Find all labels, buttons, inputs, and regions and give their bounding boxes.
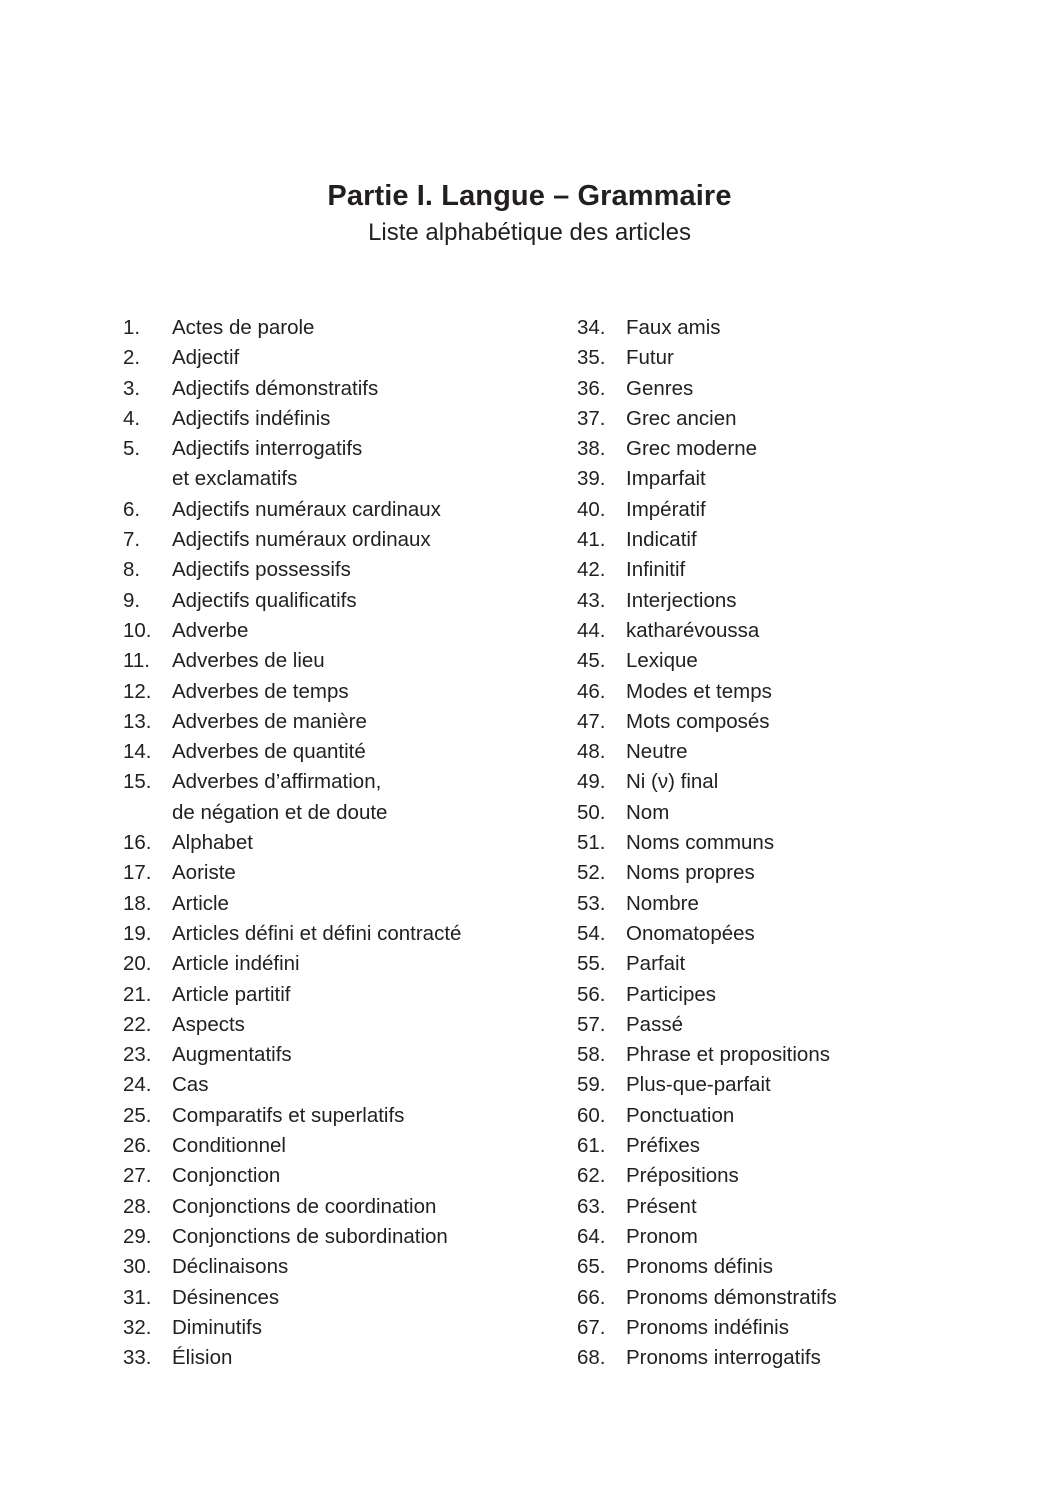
list-item [123, 980, 543, 1010]
list-item [123, 404, 543, 434]
item-number: 23. [123, 1043, 152, 1067]
item-number: 20. [123, 952, 152, 976]
item-number: 50. [577, 800, 606, 824]
item-label-line: Grec moderne [626, 437, 758, 461]
item-number: 48. [577, 740, 606, 764]
item-number: 58. [577, 1043, 606, 1067]
item-label-line: et exclamatifs [172, 467, 298, 491]
list-item [577, 1010, 1017, 1040]
item-number: 55. [577, 952, 606, 976]
list-item [123, 707, 543, 737]
list-item [123, 1283, 543, 1313]
list-item [577, 919, 1017, 949]
item-label-line: Adverbe [172, 618, 249, 642]
item-number: 63. [577, 1194, 606, 1218]
item-label-line: Neutre [626, 740, 688, 764]
item-label [626, 707, 770, 737]
item-number: 5. [123, 437, 141, 461]
item-label-line: Nom [626, 800, 670, 824]
list-item [123, 858, 543, 888]
item-label-line: katharévoussa [626, 618, 760, 642]
article-list-left-column [123, 313, 543, 1373]
item-number: 14. [123, 740, 152, 764]
item-label [172, 1222, 448, 1252]
item-number: 7. [123, 528, 141, 552]
list-item [577, 525, 1017, 555]
list-item [577, 1192, 1017, 1222]
item-number: 9. [123, 588, 141, 612]
item-label [626, 1010, 683, 1040]
item-label-line: Désinences [172, 1285, 280, 1309]
list-item [123, 1222, 543, 1252]
list-item [577, 737, 1017, 767]
item-label [626, 949, 685, 979]
item-label-line: Onomatopées [626, 921, 755, 945]
item-label-line: Comparatifs et superlatifs [172, 1103, 405, 1127]
list-item [123, 586, 543, 616]
item-number: 32. [123, 1315, 152, 1339]
list-item [577, 464, 1017, 494]
item-label-line: Adverbes de temps [172, 679, 349, 703]
list-item [577, 1161, 1017, 1191]
item-number: 25. [123, 1103, 152, 1127]
item-label [626, 616, 759, 646]
item-label [172, 707, 367, 737]
item-label-line: Pronom [626, 1224, 698, 1248]
item-label-line: Adjectifs démonstratifs [172, 376, 379, 400]
item-label [626, 980, 716, 1010]
list-item [123, 1252, 543, 1282]
item-number: 57. [577, 1012, 606, 1036]
item-number: 66. [577, 1285, 606, 1309]
list-item [123, 555, 543, 585]
list-item [123, 737, 543, 767]
item-label-line: Interjections [626, 588, 737, 612]
item-label [172, 1313, 262, 1343]
item-label-line: Augmentatifs [172, 1043, 292, 1067]
item-label [172, 1161, 280, 1191]
list-item [577, 646, 1017, 676]
item-number: 53. [577, 891, 606, 915]
item-number: 60. [577, 1103, 606, 1127]
item-number: 10. [123, 618, 152, 642]
item-number: 15. [123, 770, 152, 794]
item-label-line: Préfixes [626, 1134, 701, 1158]
item-label-line: Mots composés [626, 709, 770, 733]
list-item [123, 828, 543, 858]
item-number: 61. [577, 1134, 606, 1158]
item-label-line: Adjectifs interrogatifs [172, 437, 363, 461]
list-item [123, 1040, 543, 1070]
list-item [123, 677, 543, 707]
item-label [172, 767, 387, 828]
item-number: 46. [577, 679, 606, 703]
item-number: 26. [123, 1134, 152, 1158]
item-label [172, 1040, 292, 1070]
item-label [172, 1131, 286, 1161]
item-label-line: Aoriste [172, 861, 236, 885]
page-header [0, 176, 1059, 250]
list-item [577, 1070, 1017, 1100]
item-label [626, 313, 721, 343]
item-label [172, 586, 357, 616]
item-label [172, 737, 366, 767]
item-number: 39. [577, 467, 606, 491]
item-label [626, 525, 697, 555]
item-label-line: Adjectifs numéraux cardinaux [172, 497, 441, 521]
item-label [626, 1040, 830, 1070]
list-item [123, 1192, 543, 1222]
article-list-right-column [577, 313, 1017, 1373]
list-item [577, 1040, 1017, 1070]
list-item [577, 313, 1017, 343]
item-label [626, 404, 737, 434]
item-label [626, 1192, 697, 1222]
item-label-line: Pronoms démonstratifs [626, 1285, 837, 1309]
item-label [172, 313, 314, 343]
item-label-line: Article indéfini [172, 952, 300, 976]
item-label [626, 798, 669, 828]
item-label [626, 1131, 700, 1161]
item-label-line: Conjonction [172, 1164, 281, 1188]
item-number: 49. [577, 770, 606, 794]
item-label-line: Élision [172, 1346, 233, 1370]
item-label-line: Impératif [626, 497, 706, 521]
item-label-line: Actes de parole [172, 316, 315, 339]
list-item [577, 798, 1017, 828]
item-label [626, 1313, 789, 1343]
list-item [577, 677, 1017, 707]
item-label-line: Participes [626, 982, 717, 1006]
item-label [626, 586, 737, 616]
item-label-line: Articles défini et défini contracté [172, 921, 462, 945]
list-item [123, 1010, 543, 1040]
item-number: 13. [123, 709, 152, 733]
item-label-line: Adjectifs indéfinis [172, 406, 331, 430]
item-label-line: Phrase et propositions [626, 1043, 830, 1067]
list-item [577, 1343, 1017, 1373]
item-number: 29. [123, 1224, 152, 1248]
list-item [577, 343, 1017, 373]
item-label [626, 1283, 837, 1313]
item-number: 31. [123, 1285, 152, 1309]
list-item [123, 343, 543, 373]
list-item [577, 889, 1017, 919]
item-label-line: Aspects [172, 1012, 245, 1036]
item-number: 36. [577, 376, 606, 400]
item-label [172, 1192, 436, 1222]
item-label [626, 1252, 773, 1282]
item-label [626, 374, 693, 404]
item-number: 35. [577, 346, 606, 370]
item-label-line: Indicatif [626, 528, 697, 552]
item-label-line: Noms communs [626, 831, 775, 855]
item-label-line: Lexique [626, 649, 698, 673]
item-label-line: Adverbes de quantité [172, 740, 366, 764]
item-label [172, 828, 253, 858]
item-label-line: Futur [626, 346, 674, 370]
list-item [577, 1131, 1017, 1161]
list-item [577, 555, 1017, 585]
item-number: 21. [123, 982, 152, 1006]
list-item [123, 767, 543, 828]
item-label [172, 525, 431, 555]
item-label [172, 677, 349, 707]
list-item [123, 1161, 543, 1191]
item-label-line: Diminutifs [172, 1315, 262, 1339]
list-item [577, 1101, 1017, 1131]
item-label-line: Nombre [626, 891, 699, 915]
list-item [123, 434, 543, 495]
item-number: 17. [123, 861, 152, 885]
item-number: 40. [577, 497, 606, 521]
item-label [626, 1222, 698, 1252]
item-number: 62. [577, 1164, 606, 1188]
list-item [577, 1283, 1017, 1313]
item-label [172, 1070, 208, 1100]
item-label [626, 464, 706, 494]
item-label [626, 434, 757, 464]
item-label [626, 646, 698, 676]
list-item [123, 1343, 543, 1373]
item-number: 2. [123, 346, 141, 370]
list-item [123, 646, 543, 676]
item-number: 47. [577, 709, 606, 733]
item-label [626, 858, 755, 888]
list-item [577, 616, 1017, 646]
item-label-line: Passé [626, 1012, 683, 1036]
list-item [577, 949, 1017, 979]
item-number: 11. [123, 649, 150, 673]
item-number: 59. [577, 1073, 606, 1097]
item-label [626, 677, 772, 707]
item-label [172, 343, 239, 373]
item-label-line: Plus-que-parfait [626, 1073, 771, 1097]
page-title: Partie I. Langue – Grammaire [327, 180, 732, 212]
list-item [577, 707, 1017, 737]
item-label [172, 646, 325, 676]
item-number: 4. [123, 406, 141, 430]
list-item [577, 1222, 1017, 1252]
list-item [123, 919, 543, 949]
item-label-line: de négation et de doute [172, 800, 388, 824]
list-item [123, 1101, 543, 1131]
item-label [172, 1252, 288, 1282]
list-item [123, 1131, 543, 1161]
item-number: 8. [123, 558, 141, 582]
item-number: 38. [577, 437, 606, 461]
item-label-line: Adjectifs numéraux ordinaux [172, 528, 431, 552]
item-label [626, 828, 774, 858]
item-number: 3. [123, 376, 141, 400]
item-label [172, 1343, 232, 1373]
item-number: 37. [577, 406, 606, 430]
item-label-line: Genres [626, 376, 694, 400]
list-item [123, 525, 543, 555]
item-number: 28. [123, 1194, 152, 1218]
item-label-line: Adjectif [172, 346, 240, 370]
item-label [172, 404, 330, 434]
item-label [172, 1010, 245, 1040]
list-item [123, 1070, 543, 1100]
item-label-line: Pronoms interrogatifs [626, 1346, 821, 1370]
item-label [172, 616, 248, 646]
item-label-line: Présent [626, 1194, 697, 1218]
item-label [626, 1101, 734, 1131]
item-label-line: Adverbes de lieu [172, 649, 325, 673]
item-label [626, 889, 699, 919]
item-label-line: Adjectifs qualificatifs [172, 588, 357, 612]
item-label [626, 919, 755, 949]
list-item [123, 495, 543, 525]
item-number: 64. [577, 1224, 606, 1248]
item-label-line: Infinitif [626, 558, 686, 582]
list-item [577, 828, 1017, 858]
item-label [172, 889, 229, 919]
page-subtitle: Liste alphabétique des articles [368, 219, 691, 246]
item-number: 54. [577, 921, 606, 945]
item-label [172, 434, 362, 495]
item-label-line: Pronoms indéfinis [626, 1315, 789, 1339]
item-label-line: Article [172, 891, 229, 915]
item-label [172, 1101, 404, 1131]
list-item [577, 1313, 1017, 1343]
item-label-line: Déclinaisons [172, 1255, 289, 1279]
list-item [577, 767, 1017, 797]
item-number: 68. [577, 1346, 606, 1370]
item-number: 56. [577, 982, 606, 1006]
item-label [172, 374, 378, 404]
item-number: 18. [123, 891, 152, 915]
item-label-line: Ponctuation [626, 1103, 735, 1127]
item-label [172, 980, 290, 1010]
item-label-line: Imparfait [626, 467, 706, 491]
item-label-line: Conjonctions de coordination [172, 1194, 437, 1218]
item-number: 27. [123, 1164, 152, 1188]
item-label [626, 495, 706, 525]
item-label-line: Adverbes d’affirmation, [172, 770, 382, 794]
item-label [626, 1070, 771, 1100]
item-label-line: Ni (ν) final [626, 770, 719, 794]
item-label [626, 1343, 821, 1373]
item-number: 34. [577, 316, 606, 339]
item-number: 33. [123, 1346, 152, 1370]
item-label-line: Modes et temps [626, 679, 772, 703]
list-item [577, 374, 1017, 404]
list-item [577, 858, 1017, 888]
list-item [577, 434, 1017, 464]
item-number: 43. [577, 588, 606, 612]
item-label [172, 495, 441, 525]
item-label-line: Adverbes de manière [172, 709, 367, 733]
list-item [123, 616, 543, 646]
item-label [172, 555, 351, 585]
list-item [123, 374, 543, 404]
item-label-line: Noms propres [626, 861, 755, 885]
list-item [577, 1252, 1017, 1282]
list-item [123, 949, 543, 979]
item-number: 6. [123, 497, 141, 521]
item-label [626, 1161, 739, 1191]
item-label-line: Grec ancien [626, 406, 737, 430]
item-label-line: Faux amis [626, 316, 721, 339]
item-number: 44. [577, 618, 606, 642]
item-number: 65. [577, 1255, 606, 1279]
item-number: 42. [577, 558, 606, 582]
item-label [626, 767, 718, 797]
item-label [172, 919, 461, 949]
list-item [123, 1313, 543, 1343]
item-number: 12. [123, 679, 152, 703]
list-item [123, 889, 543, 919]
item-number: 30. [123, 1255, 152, 1279]
item-number: 16. [123, 831, 152, 855]
item-label [172, 1283, 279, 1313]
item-label-line: Adjectifs possessifs [172, 558, 351, 582]
list-item [577, 586, 1017, 616]
item-number: 51. [577, 831, 606, 855]
item-label [172, 858, 236, 888]
item-number: 67. [577, 1315, 606, 1339]
item-number: 1. [123, 316, 141, 339]
item-number: 52. [577, 861, 606, 885]
item-label-line: Article partitif [172, 982, 291, 1006]
item-label [626, 737, 688, 767]
item-label-line: Prépositions [626, 1164, 739, 1188]
item-label [626, 343, 674, 373]
list-item [577, 495, 1017, 525]
item-number: 24. [123, 1073, 152, 1097]
list-item [123, 313, 543, 343]
item-number: 41. [577, 528, 606, 552]
item-label-line: Pronoms définis [626, 1255, 773, 1279]
list-item [577, 980, 1017, 1010]
item-label-line: Alphabet [172, 831, 253, 855]
item-label-line: Cas [172, 1073, 209, 1097]
item-number: 45. [577, 649, 606, 673]
item-label-line: Parfait [626, 952, 686, 976]
item-number: 22. [123, 1012, 152, 1036]
item-label-line: Conjonctions de subordination [172, 1224, 448, 1248]
item-label [626, 555, 685, 585]
item-label [172, 949, 300, 979]
item-label-line: Conditionnel [172, 1134, 286, 1158]
item-number: 19. [123, 921, 152, 945]
list-item [577, 404, 1017, 434]
